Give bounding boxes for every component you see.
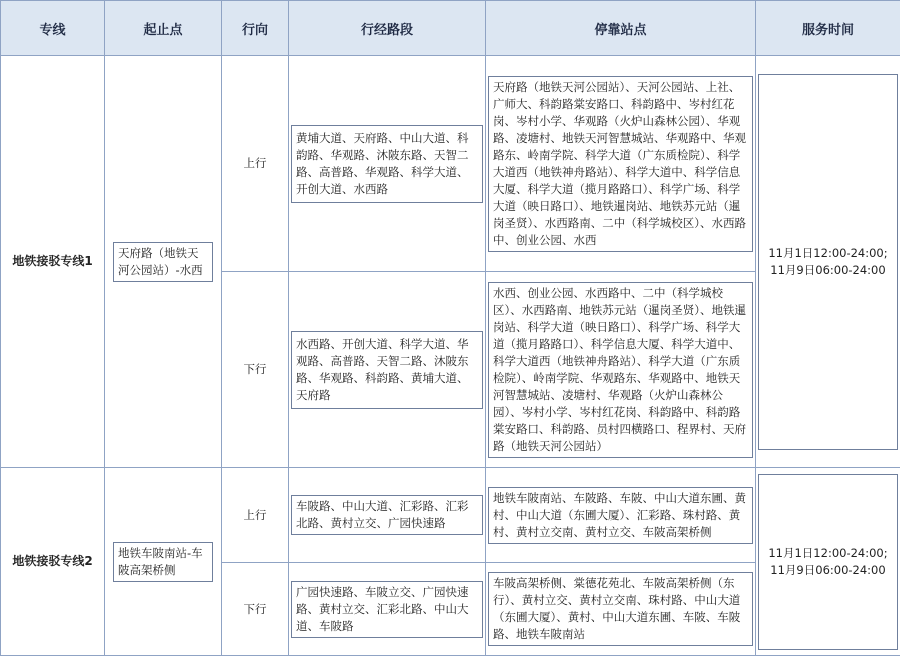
header-row bbox=[1, 1, 900, 56]
line-name: 地铁接驳专线1 bbox=[1, 56, 105, 468]
line-od bbox=[105, 56, 222, 468]
route-box: 水西路、开创大道、科学大道、华观路、高普路、天智二路、沐陂东路、华观路、科韵路、黄埔大道、天府路 bbox=[291, 331, 483, 409]
route-cell bbox=[289, 563, 486, 656]
stops-cell bbox=[486, 272, 756, 468]
route-box: 广园快速路、车陂立交、广园快速路、黄村立交、汇彩北路、中山大道、车陂路 bbox=[291, 581, 483, 638]
header-route: 行经路段 bbox=[289, 1, 486, 56]
time-box bbox=[758, 74, 898, 450]
time-line-1: 11月1日12:00-24:00; bbox=[768, 545, 888, 560]
time-line-2: 11月9日06:00-24:00 bbox=[770, 562, 886, 577]
route-cell bbox=[289, 56, 486, 272]
header-stops: 停靠站点 bbox=[486, 1, 756, 56]
stops-cell bbox=[486, 468, 756, 563]
od-box: 天府路（地铁天河公园站）-水西 bbox=[113, 242, 213, 282]
direction-cell: 下行 bbox=[222, 272, 289, 468]
stops-box: 水西、创业公园、水西路中、二中（科学城校区）、水西路南、地铁苏元站（暹岗圣贤）、地铁暹岗站、科学大道（映日路口）、科学广场、科学大道（揽月路路口）、科学信息大厦、科学大道中、科学大道西（地铁神舟路站）、科学大道（广东质检院）、岭南学院、华观路东、华观路中、地铁天河智慧城站、凌塘村、华观路（火炉山森林公园）、岑村小学、岑村红花岗、科韵路中、科韵路棠安路口、科韵路、员村四横路口、程界村、天府路（地铁天河公园站） bbox=[488, 282, 753, 458]
route-box: 车陂路、中山大道、汇彩路、汇彩北路、黄村立交、广园快速路 bbox=[291, 495, 483, 535]
stops-box: 天府路（地铁天河公园站）、天河公园站、上社、广师大、科韵路棠安路口、科韵路中、岑村红花岗、岑村小学、华观路（火炉山森林公园）、华观路、凌塘村、地铁天河智慧城站、华观路中、华观路东、岭南学院、科学大道（广东质检院）、科学大道西（地铁神舟路站）、科学大道中、科学信息大厦、科学大道（揽月路路口）、科学广场、科学大道（映日路口）、地铁暹岗站、地铁苏元站（暹岗圣贤）、水西路南、二中（科学城校区）、水西路中、创业公园、水西 bbox=[488, 76, 753, 252]
route-cell bbox=[289, 468, 486, 563]
route-box: 黄埔大道、天府路、中山大道、科韵路、华观路、沐陂东路、天智二路、高普路、华观路、科学大道、开创大道、水西路 bbox=[291, 125, 483, 203]
header-direction: 行向 bbox=[222, 1, 289, 56]
table-row bbox=[1, 56, 900, 272]
table-row bbox=[1, 468, 900, 563]
direction-cell: 下行 bbox=[222, 563, 289, 656]
direction-cell: 上行 bbox=[222, 468, 289, 563]
line-od bbox=[105, 468, 222, 656]
header-line: 专线 bbox=[1, 1, 105, 56]
time-box bbox=[758, 474, 898, 650]
direction-cell: 上行 bbox=[222, 56, 289, 272]
stops-box: 地铁车陂南站、车陂路、车陂、中山大道东圃、黄村、中山大道（东圃大厦）、汇彩路、珠村路、黄村、黄村立交南、黄村立交、车陂高架桥侧 bbox=[488, 487, 753, 544]
time-line-2: 11月9日06:00-24:00 bbox=[770, 262, 886, 277]
stops-box: 车陂高架桥侧、棠德花苑北、车陂高架桥侧（东行）、黄村立交、黄村立交南、珠村路、中山大道（东圃大厦）、黄村、中山大道东圃、车陂、车陂路、地铁车陂南站 bbox=[488, 572, 753, 646]
stops-cell bbox=[486, 56, 756, 272]
time-line-1: 11月1日12:00-24:00; bbox=[768, 245, 888, 260]
od-box: 地铁车陂南站-车陂高架桥侧 bbox=[113, 542, 213, 582]
route-cell bbox=[289, 272, 486, 468]
line-name: 地铁接驳专线2 bbox=[1, 468, 105, 656]
stops-cell bbox=[486, 563, 756, 656]
time-cell bbox=[756, 468, 900, 656]
header-time: 服务时间 bbox=[756, 1, 900, 56]
time-cell bbox=[756, 56, 900, 468]
header-od: 起止点 bbox=[105, 1, 222, 56]
